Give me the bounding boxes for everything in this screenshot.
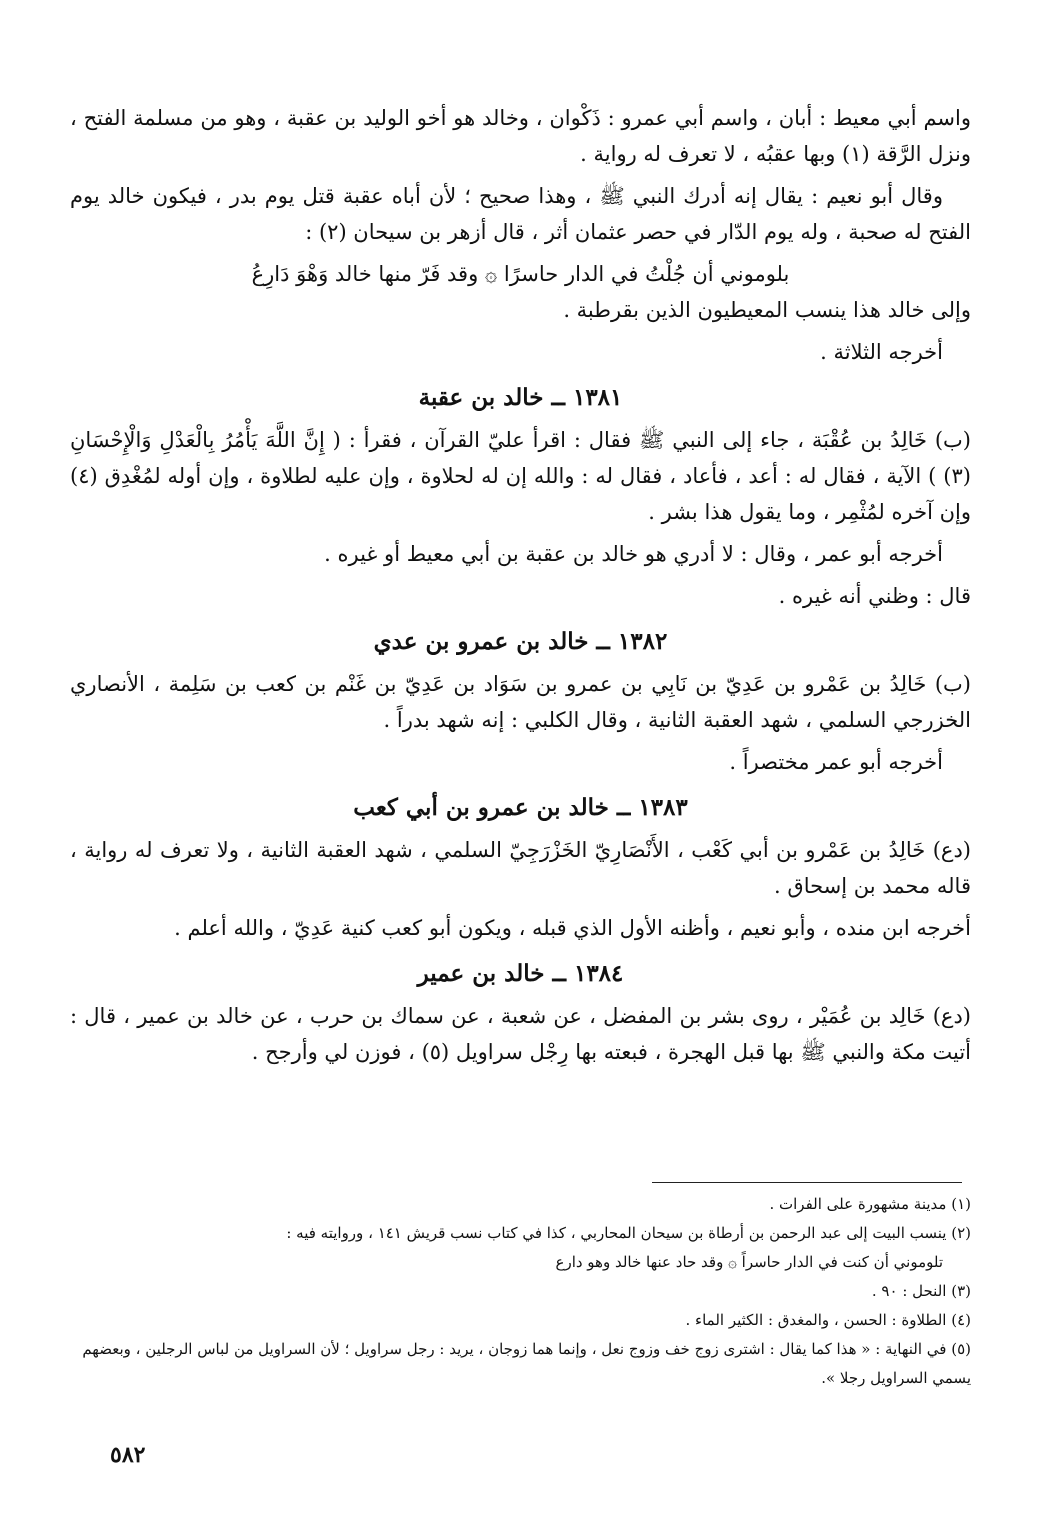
footnote: (٥) في النهاية : « هذا كما يقال : اشترى زوج خف وزوج نعل ، وإنما هما زوجان ، يريد : رجل سراويل ؛ لأن السراويل من لباس الرجلين ، وبعضهم يسمي السراويل رجلا ». xyxy=(82,1340,971,1387)
paragraph: أخرجه ابن منده ، وأبو نعيم ، وأظنه الأول الذي قبله ، ويكون أبو كعب كنية عَدِيّ ، والله أعلم . xyxy=(174,916,971,940)
paragraph: (ب) خَالِدُ بن عَمْرو بن عَدِيّ بن نَابِي بن عمرو بن سَوَاد بن عَدِيّ بن غَنْم بن كعب بن سَلِمة ، الأنصاري الخزرجي السلمي ، شهد العقبة الثانية ، وقال الكلبي : إنه شهد بدراً . xyxy=(70,672,971,732)
entry-heading-1382: ١٣٨٢ ــ خالد بن عمرو بن عدي xyxy=(373,628,668,655)
paragraph: أخرجه الثلاثة . xyxy=(820,340,943,364)
footnote: (٣) النحل : ٩٠ . xyxy=(871,1282,971,1300)
main-text xyxy=(70,100,971,1076)
entry-heading-1383: ١٣٨٣ ــ خالد بن عمرو بن أبي كعب xyxy=(353,794,688,821)
entry-heading-1384: ١٣٨٤ ــ خالد بن عمير xyxy=(417,960,624,987)
paragraph: أخرجه أبو عمر مختصراً . xyxy=(729,750,943,774)
paragraph: (ب) خَالِدُ بن عُقْبَة ، جاء إلى النبي ﷺ فقال : اقرأ عليّ القرآن ، فقرأ : ( إِنَّ اللَّهَ يَأْمُرُ بِالْعَدْلِ وَالْإِحْسَانِ (٣) ) الآية ، فقال له : أعد ، فأعاد ، فقال له : والله إن له لحلاوة ، وإن عليه لطلاوة ، وإن أوله لمُغْدِق (٤) وإن آخره لمُثْمِر ، وما يقول هذا بشر . xyxy=(70,428,971,524)
footnote: (١) مدينة مشهورة على الفرات . xyxy=(769,1195,971,1213)
entry-heading-1381: ١٣٨١ ــ خالد بن عقبة xyxy=(418,384,623,411)
footnote: (٢) ينسب البيت إلى عبد الرحمن بن أرطاة بن سيحان المحاربي ، كذا في كتاب نسب قريش ١٤١ ، وروايته فيه : xyxy=(286,1224,971,1242)
footnote-verse: تلوموني أن كنت في الدار حاسراً ۞ وقد حاد عنها خالد وهو دارع xyxy=(555,1253,943,1271)
footnote: (٤) الطلاوة : الحسن ، والمغدق : الكثير الماء . xyxy=(685,1311,971,1329)
paragraph: وإلى خالد هذا ينسب المعيطيون الذين بقرطبة . xyxy=(563,298,971,322)
paragraph: واسم أبي معيط : أبان ، واسم أبي عمرو : ذَكْوان ، وخالد هو أخو الوليد بن عقبة ، وهو من مسلمة الفتح ، ونزل الرَّقة (١) وبها عقبُه ، لا تعرف له رواية . xyxy=(70,106,971,166)
paragraph: وقال أبو نعيم : يقال إنه أدرك النبي ﷺ ، وهذا صحيح ؛ لأن أباه عقبة قتل يوم بدر ، فيكون خالد يوم الفتح له صحبة ، وله يوم الدّار في حصر عثمان أثر ، قال أزهر بن سيحان (٢) : xyxy=(70,184,971,244)
footnotes xyxy=(70,1190,971,1393)
poem-verse: بلوموني أن جُلْتُ في الدار حاسرًا ۞ وقد فَرّ منها خالد وَهْوَ دَارِعُ xyxy=(251,262,790,286)
page-number: ٥٨٢ xyxy=(110,1442,146,1468)
paragraph: (دع) خَالِد بن عُمَيْر ، روى بشر بن المفضل ، عن شعبة ، عن سماك بن حرب ، عن خالد بن عمير ، قال : أتيت مكة والنبي ﷺ بها قبل الهجرة ، فبعته بها رِجْل سراويل (٥) ، فوزن لي وأرجح . xyxy=(70,1004,971,1064)
paragraph: (دع) خَالِدُ بن عَمْرو بن أبي كَعْب ، الأَنْصَارِيّ الخَزْرَجِيّ السلمي ، شهد العقبة الثانية ، ولا تعرف له رواية ، قاله محمد بن إسحاق . xyxy=(70,838,971,898)
footnote-divider xyxy=(652,1182,962,1183)
paragraph: أخرجه أبو عمر ، وقال : لا أدري هو خالد بن عقبة بن أبي معيط أو غيره . xyxy=(324,542,943,566)
paragraph: قال : وظني أنه غيره . xyxy=(778,584,971,608)
